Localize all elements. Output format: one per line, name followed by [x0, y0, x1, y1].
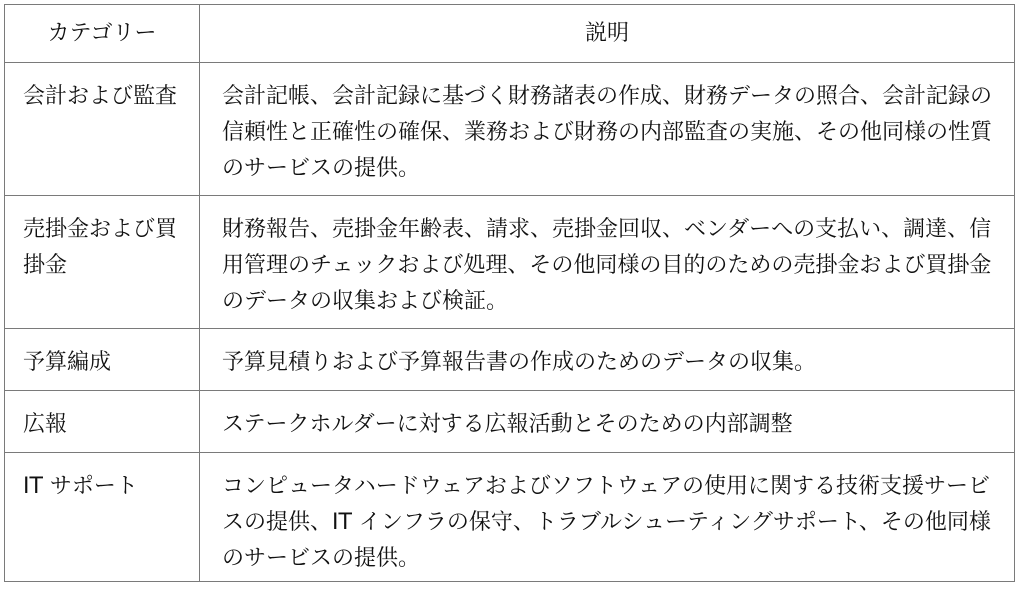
table-row — [5, 63, 1015, 196]
category-cell: 会計および監査 — [5, 63, 200, 196]
description-cell: コンピュータハードウェアおよびソフトウェアの使用に関する技術支援サービスの提供、IT インフラの保守、トラブルシューティングサポート、その他同様のサービスの提供。 — [200, 453, 1015, 582]
category-cell: IT サポート — [5, 453, 200, 582]
description-cell: 予算見積りおよび予算報告書の作成のためのデータの収集。 — [200, 329, 1015, 391]
description-cell: ステークホルダーに対する広報活動とそのための内部調整 — [200, 391, 1015, 453]
table-row — [5, 329, 1015, 391]
header-category: カテゴリー — [5, 5, 200, 63]
category-cell: 売掛金および買掛金 — [5, 196, 200, 329]
table-row — [5, 453, 1015, 582]
header-description: 説明 — [200, 5, 1015, 63]
description-cell: 会計記帳、会計記録に基づく財務諸表の作成、財務データの照合、会計記録の信頼性と正確性の確保、業務および財務の内部監査の実施、その他同様の性質のサービスの提供。 — [200, 63, 1015, 196]
category-cell: 予算編成 — [5, 329, 200, 391]
table-row — [5, 391, 1015, 453]
category-cell: 広報 — [5, 391, 200, 453]
description-cell: 財務報告、売掛金年齢表、請求、売掛金回収、ベンダーへの支払い、調達、信用管理のチェックおよび処理、その他同様の目的のための売掛金および買掛金のデータの収集および検証。 — [200, 196, 1015, 329]
header-row — [5, 5, 1015, 63]
services-table — [4, 4, 1015, 582]
table-row — [5, 196, 1015, 329]
